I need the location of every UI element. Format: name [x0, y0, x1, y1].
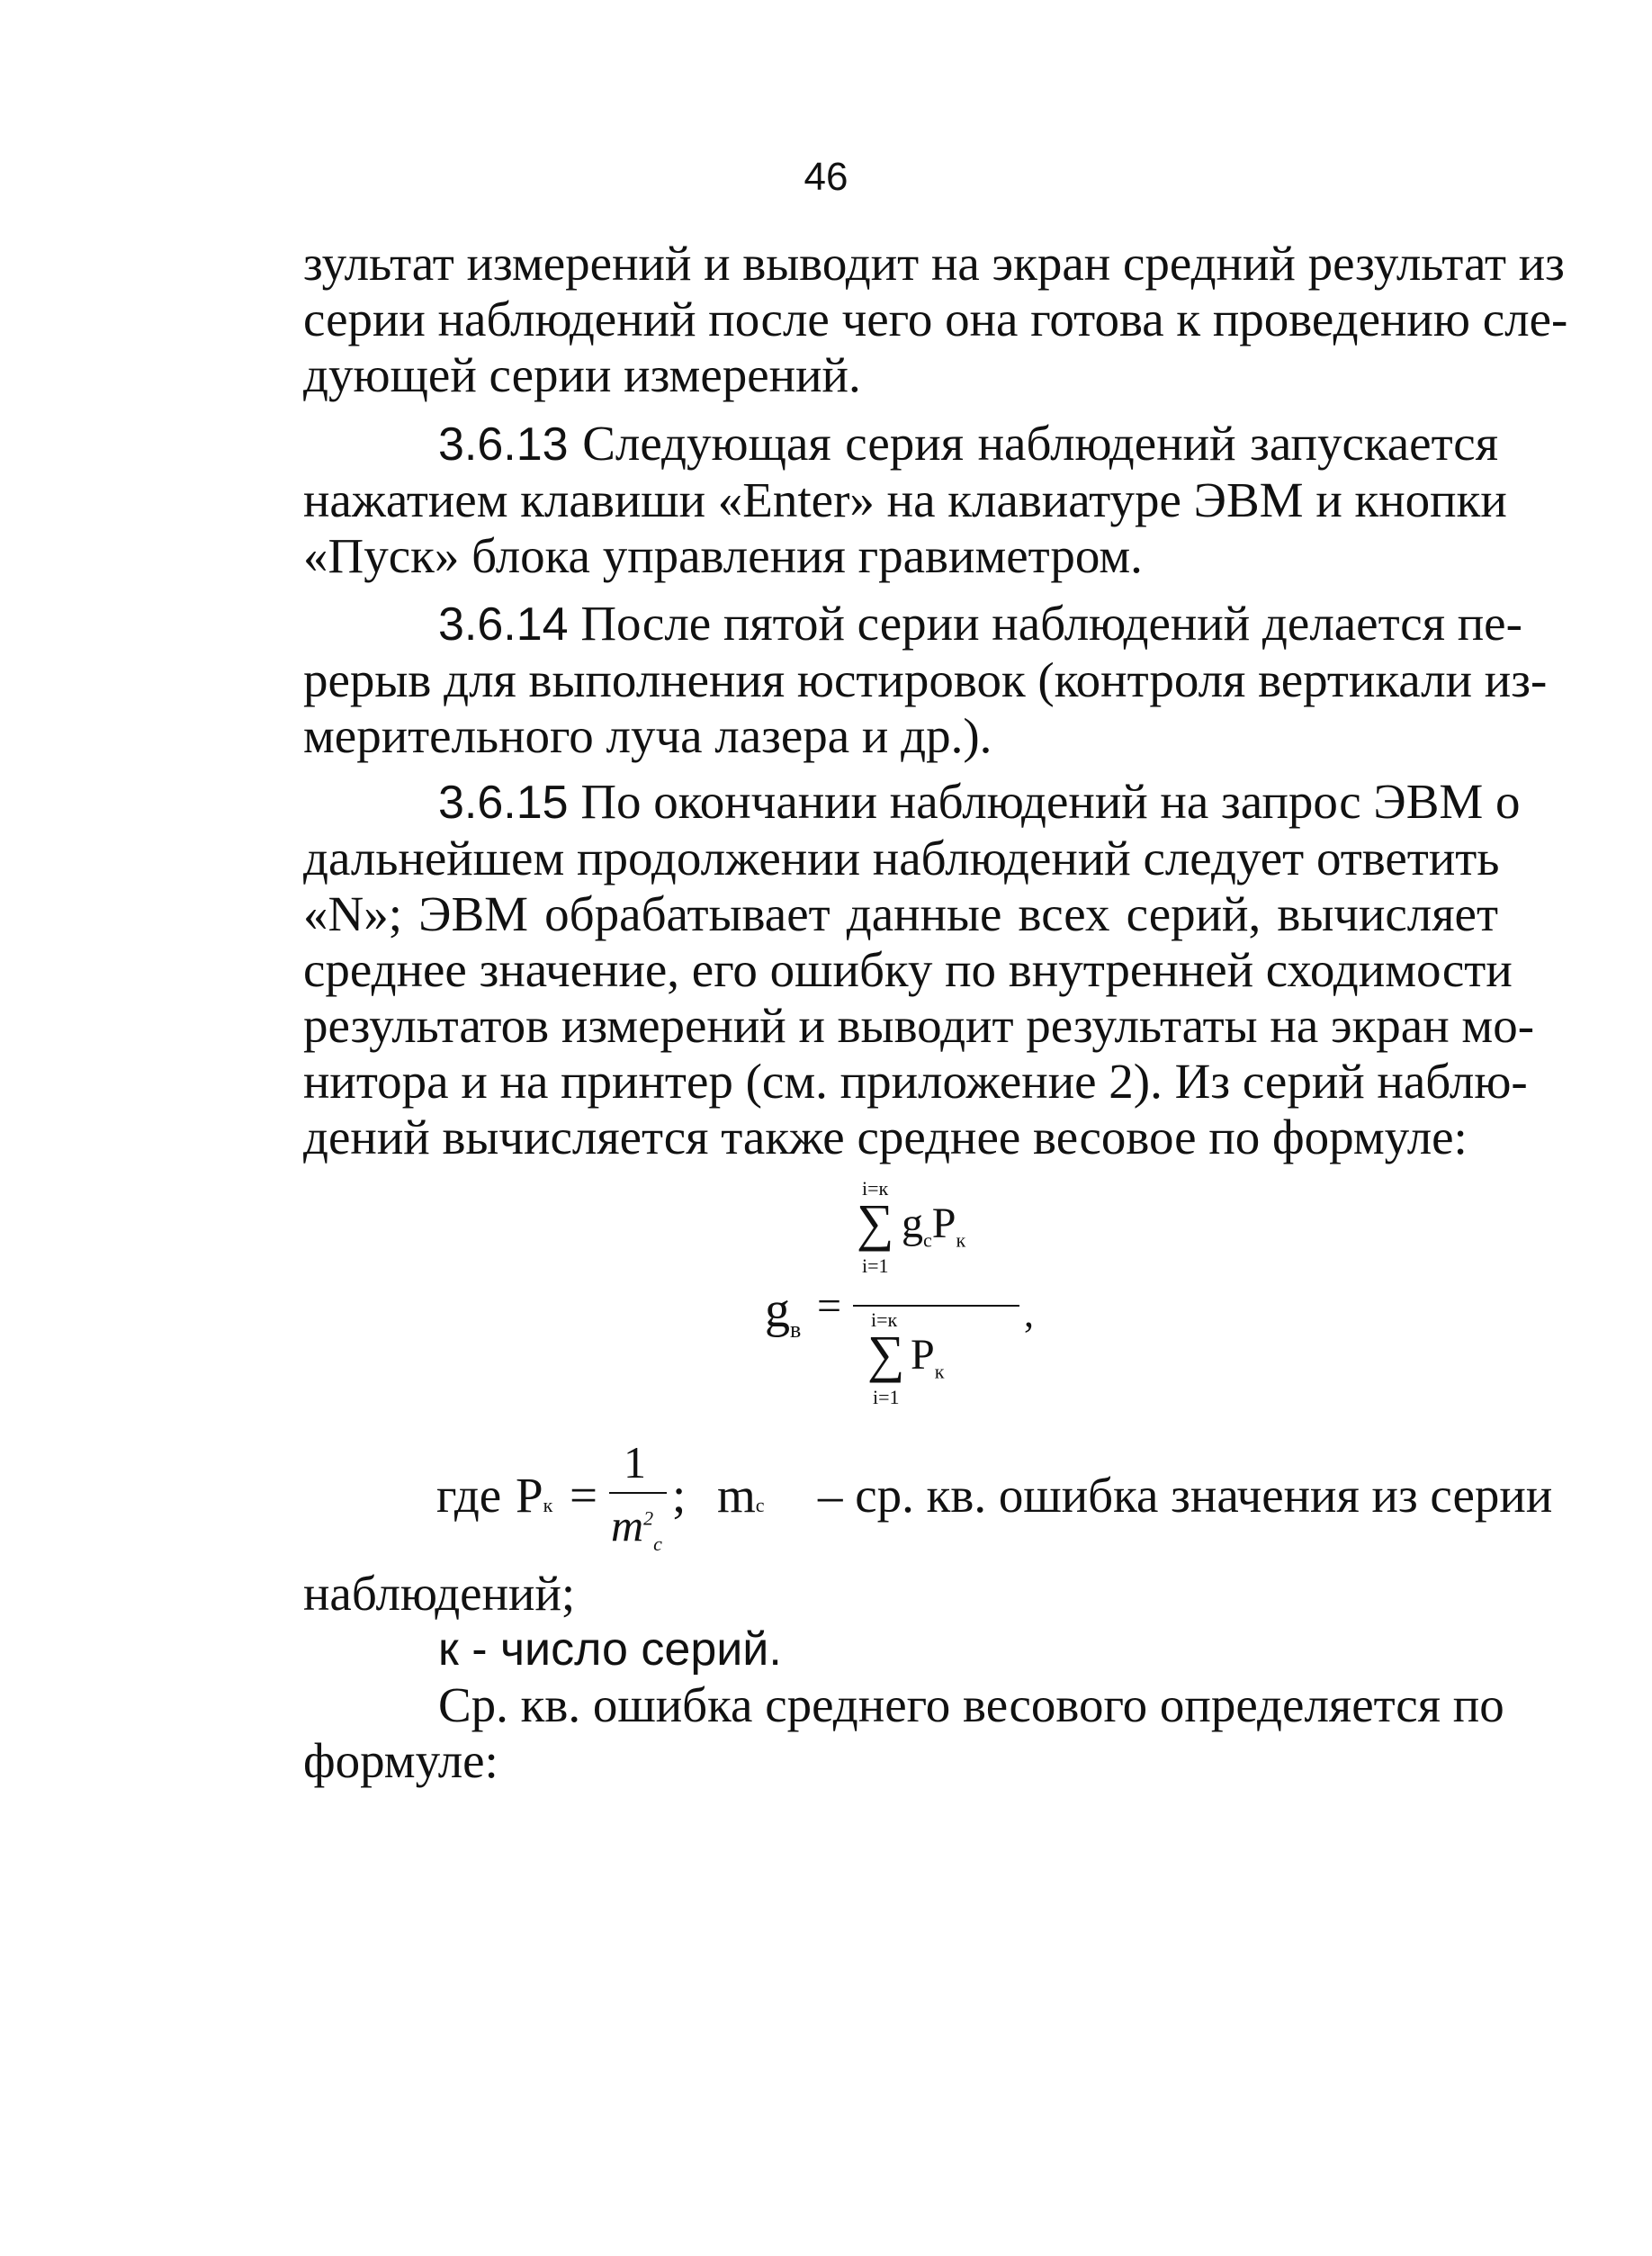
sum-lower-limit: i=1 [862, 1254, 889, 1277]
text-line: нитора и на принтер (см. приложение 2). Из серий наблю- [303, 1054, 1528, 1109]
error-variable [717, 1467, 765, 1523]
formula-equals: = [570, 1468, 598, 1523]
weight-variable [516, 1467, 552, 1523]
sum-sigma: ∑ [867, 1325, 905, 1383]
text-line: Ср. кв. ошибка среднего весового определяется по [438, 1677, 1504, 1732]
fraction-bar [609, 1492, 667, 1494]
paragraph-3-6-15 [303, 774, 1535, 1165]
text-line: наблюдений; [303, 1566, 576, 1621]
text-line: зультат измерений и выводит на экран средний результат из [303, 236, 1565, 291]
paragraph-continuation [303, 236, 1568, 403]
text-line [303, 416, 1498, 472]
sum-sigma: ∑ [857, 1193, 894, 1252]
denominator-term [911, 1330, 944, 1384]
text-line [303, 774, 1521, 831]
paragraph-3-6-14 [303, 596, 1548, 764]
fraction-bar [853, 1305, 1019, 1307]
text-line: среднее значение, его ошибку по внутренней сходимости [303, 942, 1513, 997]
sum-upper-limit: i=к [871, 1308, 898, 1331]
formula-semicolon: ; [672, 1468, 687, 1523]
text-line: «Пуск» блока управления гравиметром. [303, 528, 1143, 583]
formula-variable: P [516, 1468, 543, 1523]
text-line: к - число серий. [438, 1623, 782, 1676]
weighted-mean-formula [765, 1177, 1053, 1411]
error-description: – ср. кв. ошибка значения из серии [818, 1468, 1553, 1523]
fraction-denominator [611, 1499, 662, 1556]
sum-lower-limit: i=1 [873, 1386, 900, 1408]
paragraph-number: 3.6.13 [438, 418, 569, 471]
formula-equals: = [817, 1282, 842, 1330]
formula-variable: P [911, 1331, 935, 1379]
paragraph-number: 3.6.14 [438, 598, 569, 651]
formula-subscript: к [934, 1360, 945, 1383]
fraction-numerator: 1 [624, 1437, 646, 1488]
text-fragment: По окончании наблюдений на запрос ЭВМ о [580, 774, 1521, 829]
text-line: «N»; ЭВМ обрабатывает данные всех серий, вычисляет [303, 886, 1498, 941]
text-line: результатов измерений и выводит результаты на экран мо- [303, 998, 1535, 1053]
formula-variable: m [717, 1468, 756, 1523]
text-line: нажатием клавиши «Enter» на клавиатуре ЭВМ и кнопки [303, 472, 1507, 527]
formula-variable: g [902, 1200, 923, 1247]
formula-subscript: c [755, 1494, 765, 1516]
formula-variable: m [611, 1500, 644, 1550]
formula-subscript: к [543, 1494, 553, 1516]
text-line: дальнейшем продолжении наблюдений следует ответить [303, 831, 1500, 885]
formula-comma: , [1024, 1291, 1034, 1335]
page-number: 46 [804, 155, 848, 199]
paragraph-definitions [303, 1566, 1504, 1789]
formula-subscript: c [653, 1532, 662, 1555]
formula-subscript: к [956, 1228, 966, 1252]
text-line: формуле: [303, 1733, 498, 1788]
text-line: мерительного луча лазера и др.). [303, 708, 992, 763]
numerator-term [902, 1199, 965, 1253]
formula-subscript: c [923, 1228, 932, 1252]
paragraph-3-6-13 [303, 416, 1507, 584]
weight-definition-line [303, 1436, 1553, 1562]
sum-upper-limit: i=к [862, 1177, 889, 1200]
formula-subscript: в [790, 1317, 802, 1344]
formula-lhs [765, 1281, 801, 1344]
formula-variable: P [931, 1200, 956, 1247]
text-line: рерыв для выполнения юстировок (контроля вертикали из- [303, 652, 1548, 707]
text-line: серии наблюдений после чего она готова к проведению сле- [303, 292, 1568, 346]
paragraph-number: 3.6.15 [438, 777, 569, 829]
where-word: где [436, 1468, 502, 1523]
text-line [303, 596, 1522, 652]
text-line: дующей серии измерений. [303, 347, 861, 402]
formula-variable: g [765, 1282, 790, 1338]
text-fragment: Следующая серия наблюдений запускается [582, 416, 1499, 471]
text-fragment: После пятой серии наблюдений делается пе- [580, 596, 1522, 651]
formula-superscript: 2 [643, 1506, 654, 1530]
text-line: дений вычисляется также среднее весовое по формуле: [303, 1110, 1468, 1164]
